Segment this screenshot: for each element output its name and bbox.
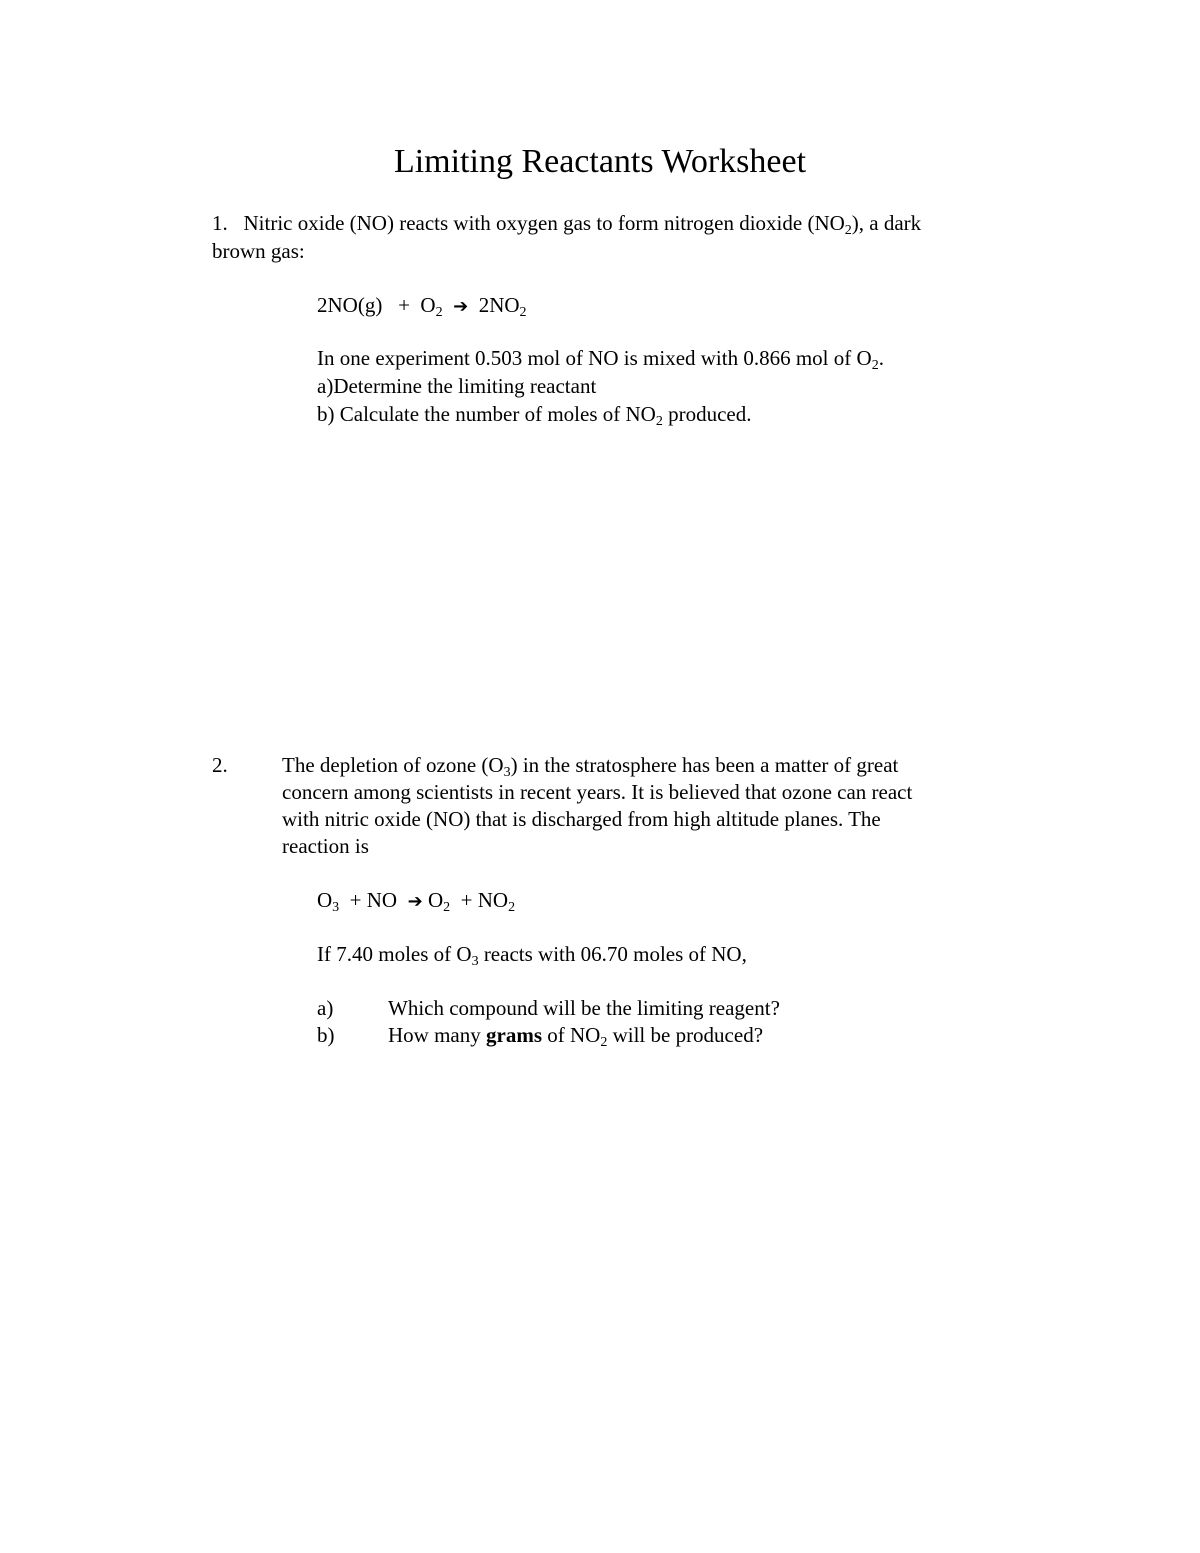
- worksheet-title: Limiting Reactants Worksheet: [393, 143, 807, 180]
- q1-sub: 2: [844, 223, 852, 238]
- q1-line2: brown gas:: [212, 239, 305, 263]
- q1-text-pre: Nitric oxide (NO) reacts with oxygen gas to form nitrogen dioxide (NO: [243, 211, 845, 235]
- q1-number: 1.: [212, 211, 228, 235]
- q2-part-b-bold: grams: [486, 1023, 542, 1047]
- q2-line3: with nitric oxide (NO) that is discharged from high altitude planes. The: [282, 807, 881, 831]
- q2-part-b-mid: of NO: [542, 1023, 601, 1047]
- q1-eq-product: 2NO: [478, 293, 520, 317]
- reaction-arrow-icon: ➔: [407, 891, 423, 912]
- q1-part-b-sub: 2: [655, 414, 663, 429]
- q1-eq-reactant1: 2NO(g): [317, 293, 383, 317]
- q2-eq-reactant1-sub: 3: [332, 900, 340, 915]
- q2-part-b-label: b): [317, 1023, 335, 1047]
- q2-part-b-sub: 2: [600, 1035, 608, 1050]
- q1-part-b-post: produced.: [662, 402, 752, 426]
- q2-setup-post: reacts with 06.70 moles of NO,: [478, 942, 747, 966]
- q2-eq-reactant1: O: [317, 888, 333, 912]
- q2-number: 2.: [212, 753, 228, 777]
- q1-setup: [317, 345, 884, 372]
- q2-line2: concern among scientists in recent years. It is believed that ozone can react: [282, 780, 913, 804]
- q1-eq-product-sub: 2: [519, 305, 527, 320]
- q1-eq-reactant2: O: [420, 293, 436, 317]
- q2-part-b-pre: How many: [388, 1023, 486, 1047]
- q2-setup-pre: If 7.40 moles of O: [317, 942, 472, 966]
- q2-line1-pre: The depletion of ozone (O: [282, 753, 504, 777]
- q2-part-b-post: will be produced?: [607, 1023, 764, 1047]
- q2-setup: [317, 941, 747, 968]
- q2-setup-sub: 3: [471, 954, 479, 969]
- q2-part-a-label: a): [317, 996, 334, 1020]
- q1-setup-post: .: [878, 346, 884, 370]
- q1-part-b: [317, 401, 751, 428]
- q1-text-post: ), a dark: [851, 211, 922, 235]
- q2-equation: [317, 887, 515, 915]
- q1-part-b-pre: b) Calculate the number of moles of NO: [317, 402, 656, 426]
- q2-eq-product2-sub: 2: [508, 900, 516, 915]
- q1-part-a: a)Determine the limiting reactant: [317, 374, 597, 398]
- q2-part-a-text: Which compound will be the limiting reagent?: [388, 996, 780, 1020]
- q1-eq-plus: +: [398, 293, 410, 317]
- q2-line1: [282, 752, 898, 779]
- q2-eq-plus1: + NO: [349, 888, 398, 912]
- q2-eq-product1: O: [427, 888, 444, 912]
- q1-line1: [212, 210, 921, 237]
- reaction-arrow-icon: ➔: [453, 296, 469, 317]
- q2-eq-plus2: + NO: [460, 888, 509, 912]
- q1-setup-sub: 2: [871, 358, 879, 373]
- q1-equation: [317, 292, 527, 320]
- q2-part-b-text: [388, 1022, 763, 1049]
- q2-eq-product1-sub: 2: [443, 900, 451, 915]
- q2-line1-sub: 3: [503, 765, 511, 780]
- q1-setup-pre: In one experiment 0.503 mol of NO is mixed with 0.866 mol of O: [317, 346, 872, 370]
- q2-line4: reaction is: [282, 834, 369, 858]
- q2-line1-post: ) in the stratosphere has been a matter of great: [510, 753, 899, 777]
- q1-eq-reactant2-sub: 2: [435, 305, 443, 320]
